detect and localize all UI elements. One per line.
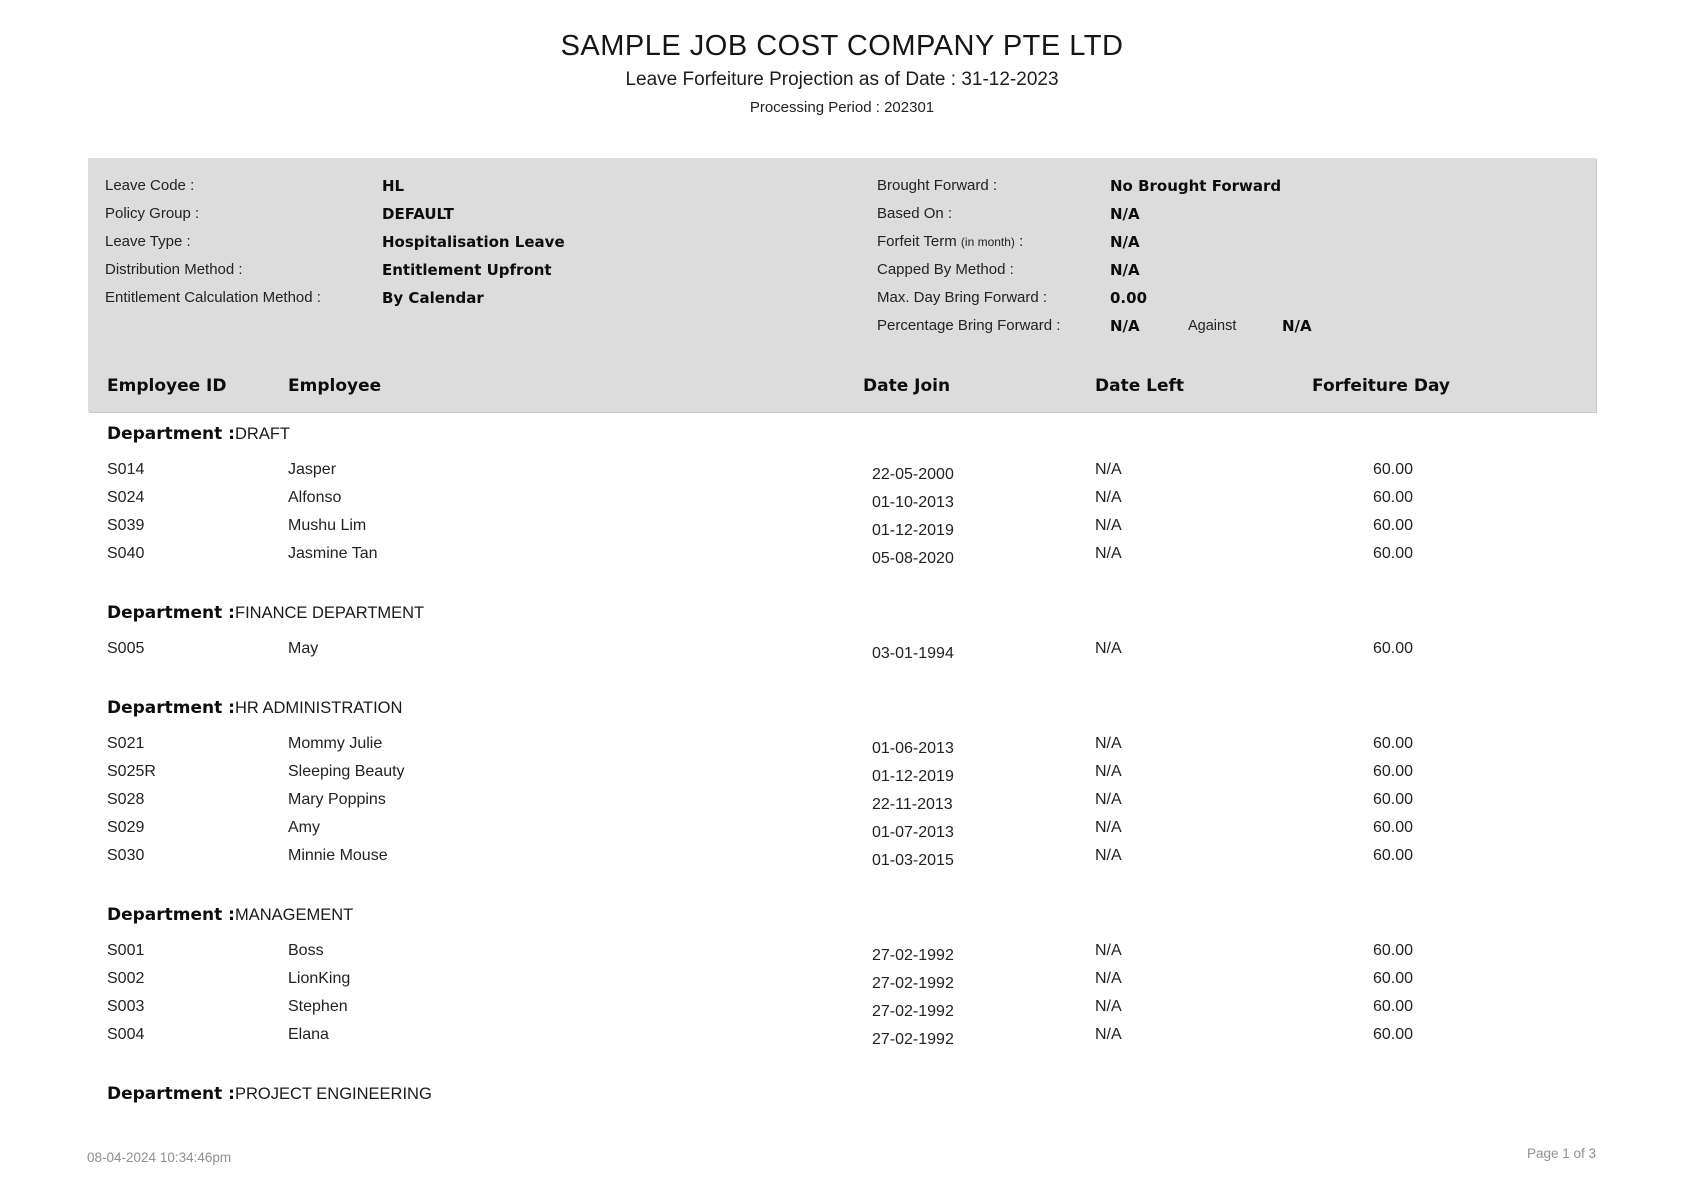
cell-date-join: 01-10-2013 (872, 494, 954, 511)
forfeit-term-label: Forfeit Term (in month) : (877, 233, 1024, 250)
cell-employee-id: S014 (107, 461, 145, 478)
cell-employee: Alfonso (288, 489, 342, 506)
table-row (0, 997, 1684, 1025)
summary-right-column (877, 176, 1577, 344)
cell-employee: Mushu Lim (288, 517, 367, 534)
based-on-value: N/A (1110, 205, 1140, 223)
cell-forfeiture-day: 60.00 (1372, 847, 1413, 864)
table-row (0, 762, 1684, 790)
summary-row-forfeit-term (877, 232, 1577, 260)
capped-by-label: Capped By Method : (877, 261, 1014, 278)
cell-date-join: 22-11-2013 (872, 796, 953, 813)
cell-date-join: 27-02-1992 (872, 1003, 954, 1020)
cell-employee: Mommy Julie (288, 735, 383, 752)
leave-type-value: Hospitalisation Leave (382, 233, 565, 251)
cell-forfeiture-day: 60.00 (1372, 819, 1413, 836)
max-day-label: Max. Day Bring Forward : (877, 289, 1048, 306)
cell-date-left: N/A (1095, 942, 1122, 959)
forfeit-term-value: N/A (1110, 233, 1140, 251)
cell-employee: May (288, 640, 319, 657)
cell-date-join: 01-03-2015 (872, 852, 954, 869)
cell-date-left: N/A (1095, 819, 1122, 836)
department-rows (0, 734, 1684, 874)
policy-group-value: DEFAULT (382, 205, 454, 223)
max-day-value: 0.00 (1110, 289, 1148, 307)
summary-row-leave-type (105, 232, 825, 260)
summary-row-distribution-method (105, 260, 825, 288)
cell-employee-id: S024 (107, 489, 145, 506)
summary-row-max-day (877, 288, 1577, 316)
cell-date-join: 27-02-1992 (872, 975, 954, 992)
department-label: Department : (107, 603, 235, 623)
table-body (0, 412, 1684, 1120)
column-header-employee: Employee (288, 376, 382, 396)
capped-by-value: N/A (1110, 261, 1140, 279)
cell-employee: Sleeping Beauty (288, 763, 405, 780)
cell-date-left: N/A (1095, 998, 1122, 1015)
cell-employee-id: S029 (107, 819, 145, 836)
summary-left-column (105, 176, 825, 316)
cell-forfeiture-day: 60.00 (1372, 735, 1413, 752)
leave-code-value: HL (382, 177, 405, 195)
table-row (0, 846, 1684, 874)
cell-employee-id: S002 (107, 970, 145, 987)
cell-employee-id: S025R (107, 763, 156, 780)
column-header-date-left: Date Left (1095, 376, 1185, 396)
cell-forfeiture-day: 60.00 (1372, 461, 1413, 478)
policy-group-label: Policy Group : (105, 205, 200, 222)
table-row (0, 734, 1684, 762)
summary-row-entitlement-calc (105, 288, 825, 316)
cell-employee: Minnie Mouse (288, 847, 388, 864)
table-row (0, 516, 1684, 544)
cell-employee: Jasper (288, 461, 337, 478)
brought-forward-value: No Brought Forward (1110, 177, 1282, 195)
cell-date-left: N/A (1095, 1026, 1122, 1043)
table-row (0, 790, 1684, 818)
column-header-employee-id: Employee ID (107, 376, 227, 396)
department-name: MANAGEMENT (234, 906, 354, 924)
cell-employee-id: S005 (107, 640, 145, 657)
cell-date-left: N/A (1095, 461, 1122, 478)
entitlement-calc-label: Entitlement Calculation Method : (105, 289, 321, 306)
cell-date-left: N/A (1095, 517, 1122, 534)
table-row (0, 1025, 1684, 1053)
cell-employee-id: S040 (107, 545, 145, 562)
department-heading (0, 602, 1684, 624)
cell-employee: Jasmine Tan (288, 545, 378, 562)
table-row (0, 941, 1684, 969)
processing-period: Processing Period : 202301 (749, 99, 935, 116)
department-label: Department : (107, 1084, 235, 1104)
cell-date-left: N/A (1095, 545, 1122, 562)
department-heading (0, 1083, 1684, 1105)
department-section (0, 1083, 1684, 1105)
cell-date-left: N/A (1095, 763, 1122, 780)
table-row (0, 639, 1684, 667)
table-row (0, 818, 1684, 846)
department-rows (0, 639, 1684, 667)
company-name: SAMPLE JOB COST COMPANY PTE LTD (560, 30, 1124, 62)
cell-date-left: N/A (1095, 489, 1122, 506)
cell-forfeiture-day: 60.00 (1372, 545, 1413, 562)
table-column-headers (88, 376, 1596, 400)
summary-row-leave-code (105, 176, 825, 204)
cell-forfeiture-day: 60.00 (1372, 763, 1413, 780)
table-row (0, 969, 1684, 997)
department-name: DRAFT (234, 425, 290, 443)
department-section (0, 697, 1684, 874)
column-header-date-join: Date Join (863, 376, 951, 396)
cell-employee-id: S001 (107, 942, 145, 959)
cell-date-left: N/A (1095, 791, 1122, 808)
table-row (0, 544, 1684, 572)
cell-date-left: N/A (1095, 970, 1122, 987)
cell-date-left: N/A (1095, 640, 1122, 657)
entitlement-calc-value: By Calendar (382, 289, 484, 307)
department-section (0, 904, 1684, 1053)
cell-forfeiture-day: 60.00 (1372, 942, 1413, 959)
against-label: Against (1188, 318, 1237, 334)
cell-employee-id: S030 (107, 847, 145, 864)
summary-panel (88, 158, 1596, 412)
cell-date-left: N/A (1095, 847, 1122, 864)
based-on-label: Based On : (877, 205, 953, 222)
department-heading (0, 904, 1684, 926)
cell-date-join: 01-06-2013 (872, 740, 954, 757)
department-name: PROJECT ENGINEERING (234, 1085, 432, 1103)
cell-date-join: 01-07-2013 (872, 824, 954, 841)
percentage-value: N/A (1110, 317, 1140, 335)
department-label: Department : (107, 698, 235, 718)
department-label: Department : (107, 424, 235, 444)
cell-employee: Boss (288, 942, 324, 959)
generated-timestamp: 08-04-2024 10:34:46pm (87, 1150, 232, 1165)
cell-employee: Mary Poppins (288, 791, 386, 808)
page-number: Page 1 of 3 (1526, 1146, 1596, 1161)
summary-row-percentage (877, 316, 1577, 344)
leave-type-label: Leave Type : (105, 233, 191, 250)
report-title: Leave Forfeiture Projection as of Date : 31-12-2023 (625, 69, 1059, 90)
distribution-method-value: Entitlement Upfront (382, 261, 552, 279)
cell-forfeiture-day: 60.00 (1372, 970, 1413, 987)
cell-employee-id: S028 (107, 791, 145, 808)
summary-row-policy-group (105, 204, 825, 232)
cell-date-join: 01-12-2019 (872, 522, 954, 539)
cell-forfeiture-day: 60.00 (1372, 1026, 1413, 1043)
cell-employee: Elana (288, 1026, 329, 1043)
cell-date-join: 05-08-2020 (872, 550, 954, 567)
cell-forfeiture-day: 60.00 (1372, 998, 1413, 1015)
leave-code-label: Leave Code : (105, 177, 195, 194)
summary-row-capped-by (877, 260, 1577, 288)
department-rows (0, 460, 1684, 572)
department-label: Department : (107, 905, 235, 925)
cell-date-join: 27-02-1992 (872, 1031, 954, 1048)
cell-forfeiture-day: 60.00 (1372, 489, 1413, 506)
department-section (0, 602, 1684, 667)
summary-row-based-on (877, 204, 1577, 232)
cell-date-join: 22-05-2000 (872, 466, 954, 483)
column-header-forfeiture-day: Forfeiture Day (1312, 376, 1450, 396)
brought-forward-label: Brought Forward : (877, 177, 998, 194)
distribution-method-label: Distribution Method : (105, 261, 243, 278)
department-section (0, 423, 1684, 572)
cell-employee: Amy (288, 819, 320, 836)
cell-employee-id: S003 (107, 998, 145, 1015)
table-row (0, 460, 1684, 488)
cell-date-join: 01-12-2019 (872, 768, 954, 785)
forfeit-term-label-small: (in month) (960, 235, 1015, 249)
department-name: HR ADMINISTRATION (234, 699, 403, 717)
table-row (0, 488, 1684, 516)
cell-date-join: 03-01-1994 (872, 645, 954, 662)
department-name: FINANCE DEPARTMENT (234, 604, 425, 622)
against-value: N/A (1282, 317, 1312, 335)
cell-employee-id: S004 (107, 1026, 145, 1043)
cell-forfeiture-day: 60.00 (1372, 517, 1413, 534)
cell-employee: LionKing (288, 970, 351, 987)
percentage-label: Percentage Bring Forward : (877, 317, 1061, 334)
cell-date-left: N/A (1095, 735, 1122, 752)
department-heading (0, 423, 1684, 445)
summary-row-brought-forward (877, 176, 1577, 204)
cell-employee-id: S021 (107, 735, 145, 752)
cell-date-join: 27-02-1992 (872, 947, 954, 964)
department-rows (0, 941, 1684, 1053)
cell-forfeiture-day: 60.00 (1372, 791, 1413, 808)
department-heading (0, 697, 1684, 719)
cell-forfeiture-day: 60.00 (1372, 640, 1413, 657)
cell-employee: Stephen (288, 998, 348, 1015)
cell-employee-id: S039 (107, 517, 145, 534)
